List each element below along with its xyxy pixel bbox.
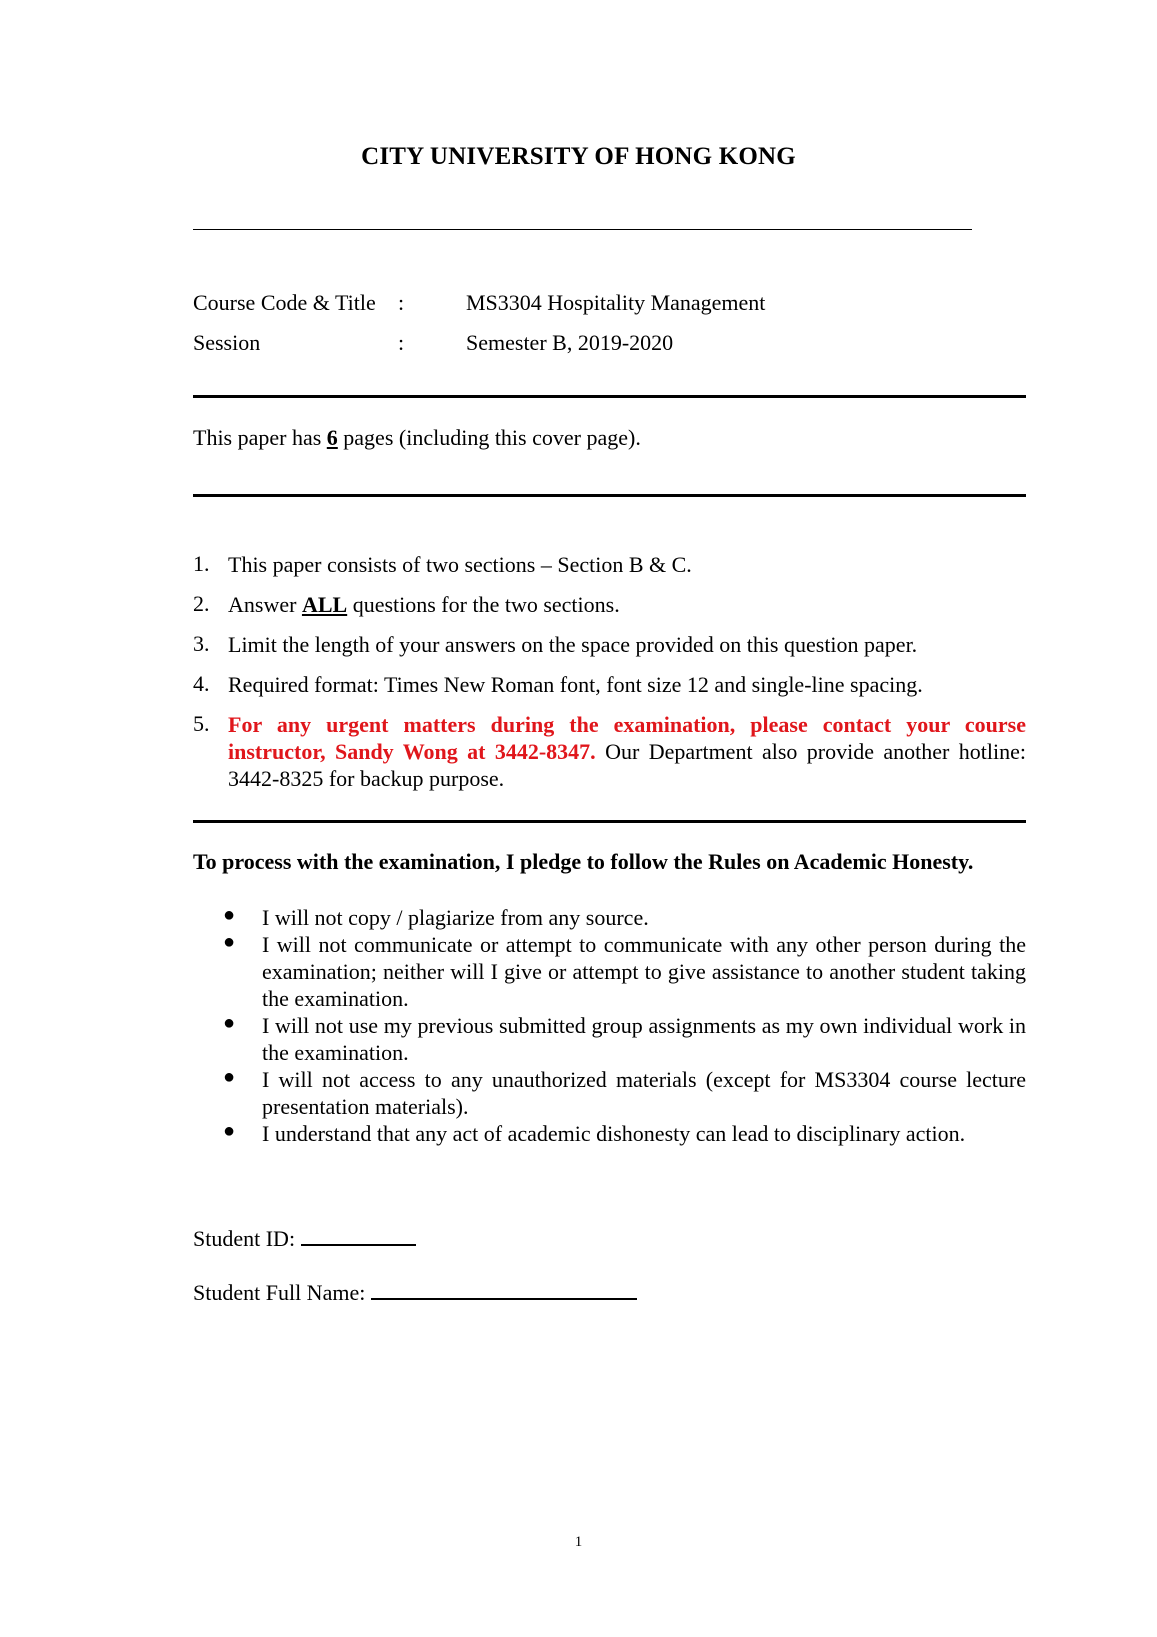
instruction-number: 4. xyxy=(193,671,210,696)
instruction-number: 3. xyxy=(193,631,210,656)
student-name-label: Student Full Name: xyxy=(193,1280,371,1305)
session-label: Session xyxy=(193,330,261,355)
instruction-text-prefix: Answer xyxy=(228,592,302,617)
pledge-bullet-text: I understand that any act of academic dishonesty can lead to disciplinary action. xyxy=(262,1121,966,1146)
session-value: Semester B, 2019-2020 xyxy=(466,330,674,355)
pledge-bullet-text: I will not access to any unauthorized materials (except for MS3304 course lecture presentation materials). xyxy=(262,1067,1026,1119)
page-number: 1 xyxy=(574,1534,583,1550)
info-divider xyxy=(193,395,1026,398)
page-count-prefix: This paper has xyxy=(193,425,327,450)
instruction-text-suffix: questions for the two sections. xyxy=(347,592,620,617)
bullet-icon: ● xyxy=(223,931,236,953)
note-divider xyxy=(193,494,1026,497)
bullet-icon: ● xyxy=(223,904,236,926)
instruction-text: This paper consists of two sections – Section B & C. xyxy=(228,552,692,577)
hotline-text: Our Department also provide another hotline: 3442-8325 for backup purpose. xyxy=(228,739,1026,791)
student-id-label: Student ID: xyxy=(193,1226,301,1251)
instruction-emphasis: ALL xyxy=(301,592,348,617)
title-divider xyxy=(193,229,972,230)
course-code-value: MS3304 Hospitality Management xyxy=(466,290,766,315)
document-title: CITY UNIVERSITY OF HONG KONG xyxy=(361,143,796,170)
student-name-row xyxy=(193,1280,637,1306)
instruction-number: 5. xyxy=(193,711,210,736)
page-count-value: 6 xyxy=(326,425,338,450)
instruction-text xyxy=(228,711,1026,792)
instruction-text: Limit the length of your answers on the space provided on this question paper. xyxy=(228,632,918,657)
instruction-text: Required format: Times New Roman font, font size 12 and single-line spacing. xyxy=(228,672,923,697)
student-name-blank[interactable] xyxy=(371,1280,637,1300)
pledge-bullet-text: I will not copy / plagiarize from any source. xyxy=(262,905,649,930)
bullet-icon: ● xyxy=(223,1066,236,1088)
pledge-heading: To process with the examination, I pledge to follow the Rules on Academic Honesty. xyxy=(193,849,974,874)
instructions-divider xyxy=(193,820,1026,823)
page-count-suffix: pages (including this cover page). xyxy=(337,425,641,450)
course-code-colon: : xyxy=(398,290,405,315)
pledge-bullet-text: I will not use my previous submitted group assignments as my own individual work in the examination. xyxy=(262,1013,1026,1065)
urgent-contact-text: For any urgent matters during the examination, please contact your course instructor, Sandy Wong at 3442-8347. xyxy=(228,712,1026,764)
bullet-icon: ● xyxy=(223,1012,236,1034)
student-id-row xyxy=(193,1226,416,1252)
course-code-label: Course Code & Title xyxy=(193,290,376,315)
pledge-bullet-text: I will not communicate or attempt to communicate with any other person during the examination; neither will I give or attempt to give assistance to another student taking the examination. xyxy=(262,932,1026,1011)
instruction-text xyxy=(228,591,1026,618)
instruction-number: 1. xyxy=(193,551,210,576)
page-count-note xyxy=(193,425,641,451)
session-colon: : xyxy=(398,330,405,355)
instruction-number: 2. xyxy=(193,591,210,616)
bullet-icon: ● xyxy=(223,1120,236,1142)
student-id-blank[interactable] xyxy=(301,1226,416,1246)
